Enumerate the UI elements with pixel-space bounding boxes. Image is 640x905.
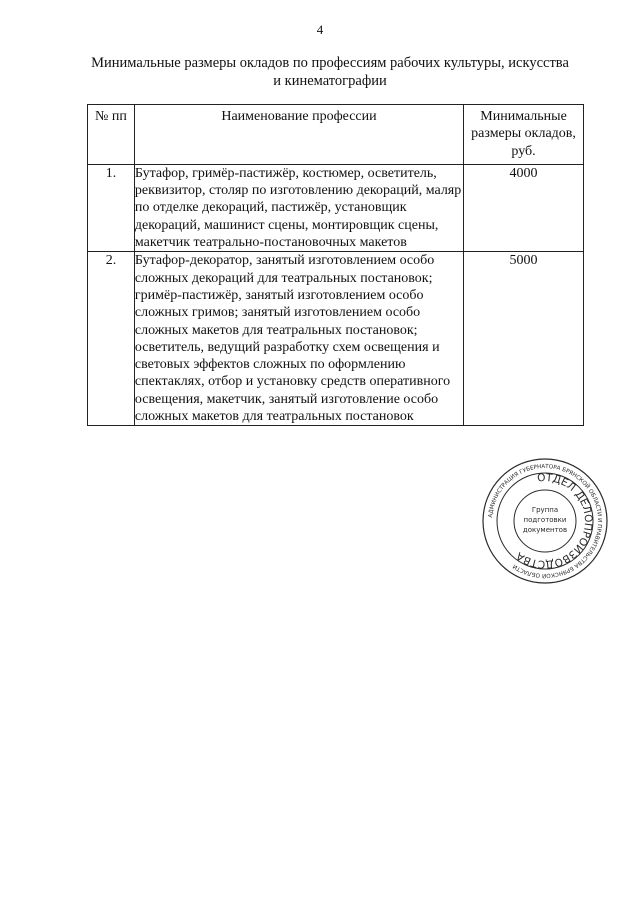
header-name: Наименование профессии xyxy=(134,105,463,165)
stamp-center-line-2: подготовки xyxy=(523,516,567,524)
table-row xyxy=(88,252,584,426)
salary-table xyxy=(87,104,584,426)
stamp-inner-text: ОТДЕЛ ДЕЛОПРОИЗВОДСТВА xyxy=(514,471,595,571)
table-row xyxy=(88,164,584,251)
stamp-center-line-3: документов xyxy=(522,526,568,534)
official-stamp xyxy=(481,457,609,585)
row-number: 2. xyxy=(88,252,135,426)
profession-name: Бутафор, гримёр-пастижёр, костюмер, осветитель, реквизитор, столяр по изготовлению декораций, маляр по отделке декораций, пастижёр, установщик декораций, машинист сцены, монтировщик сцены, макетчик театрально-постановочных макетов xyxy=(134,164,463,251)
document-title xyxy=(80,54,580,90)
row-number: 1. xyxy=(88,164,135,251)
header-num: № пп xyxy=(88,105,135,165)
stamp-outer-text: АДМИНИСТРАЦИЯ ГУБЕРНАТОРА БРЯНСКОЙ ОБЛАСТИ И ПРАВИТЕЛЬСТВА БРЯНСКОЙ ОБЛАСТИ xyxy=(488,463,603,579)
page-number: 4 xyxy=(316,22,324,37)
salary-value: 5000 xyxy=(464,252,584,426)
salary-value: 4000 xyxy=(464,164,584,251)
table-header-row xyxy=(88,105,584,165)
profession-name: Бутафор-декоратор, занятый изготовлением особо сложных декораций для театральных постановок; гримёр-пастижёр, занятый изготовлением особо сложных гримов; занятый изготовлением особо сложных макетов для театральных постановок; осветитель, ведущий разработку схем освещения и световых эффектов сложных по оформлению спектаклях, отбор и установку средств оперативного освещения, макетчик, занятый изготовление особо сложных макетов для театральных постановок xyxy=(134,252,463,426)
document-title-line-1: Минимальные размеры окладов по профессиям рабочих культуры, искусства xyxy=(91,55,569,71)
header-salary: Минимальные размеры окладов, руб. xyxy=(464,105,584,165)
document-title-line-2: и кинематографии xyxy=(273,73,387,89)
stamp-center-line-1: Группа xyxy=(531,506,559,514)
